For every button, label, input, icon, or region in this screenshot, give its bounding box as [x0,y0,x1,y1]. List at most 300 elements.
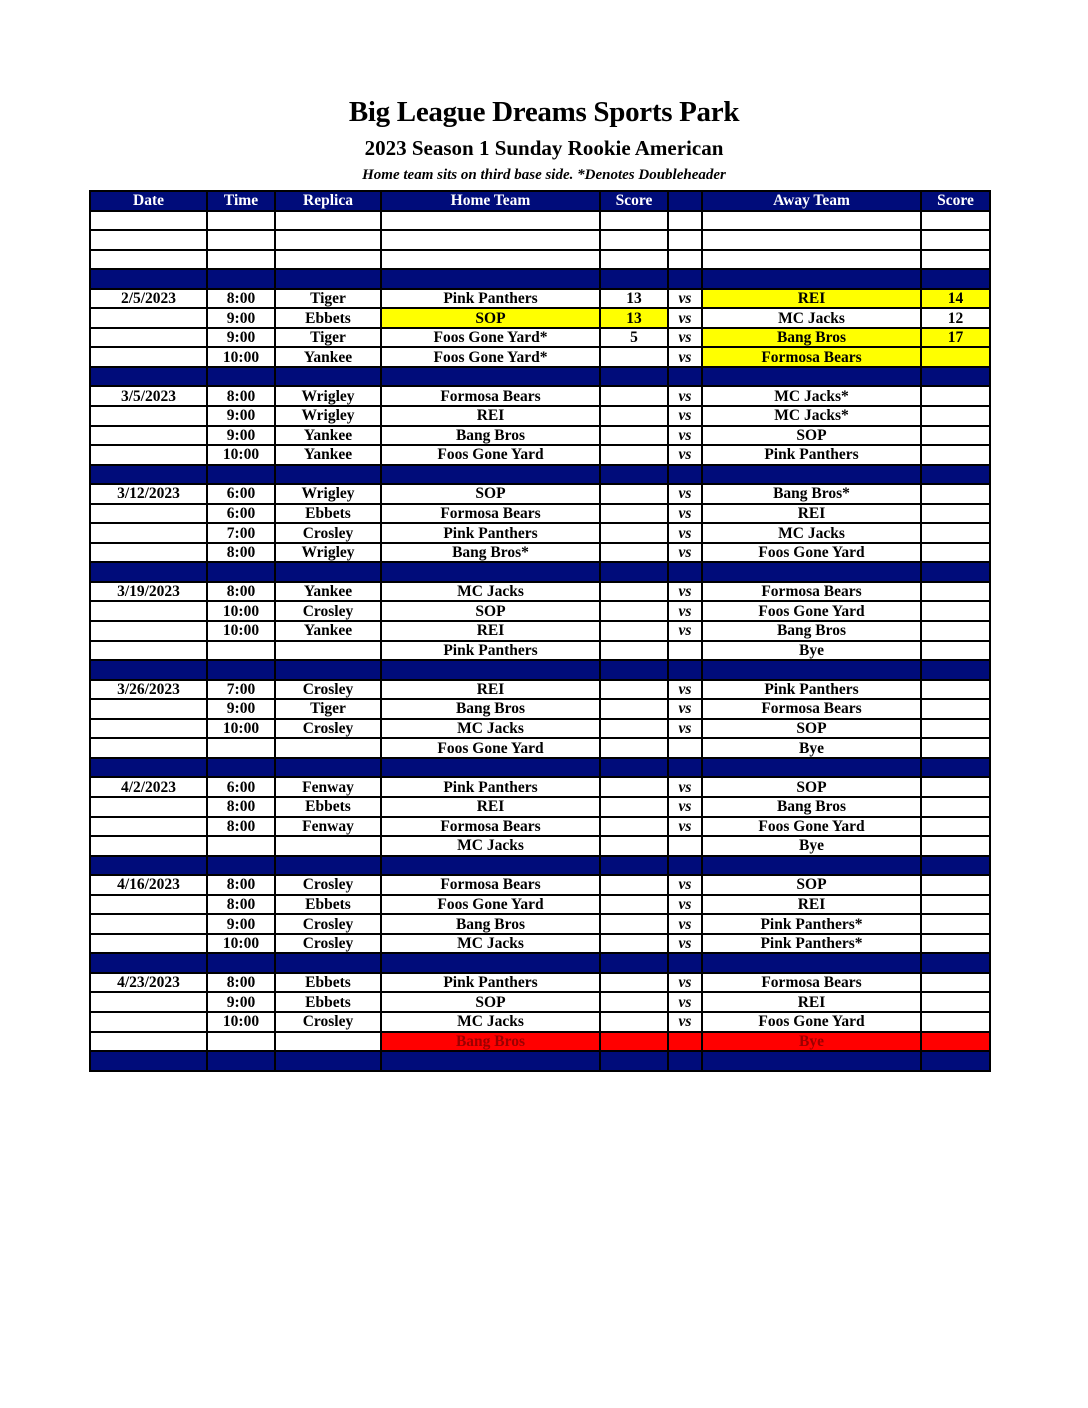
game-row [90,777,990,797]
blank-cell [275,211,381,231]
home-score-cell [600,875,668,895]
time-cell: 8:00 [207,817,275,837]
separator-cell [668,562,702,582]
home-team-cell: REI [381,797,600,817]
home-team-cell: MC Jacks [381,934,600,954]
away-team-cell: Bang Bros* [702,484,921,504]
away-team-cell: Pink Panthers* [702,934,921,954]
away-score-cell [921,797,990,817]
away-team-cell: SOP [702,875,921,895]
vs-cell: vs [668,308,702,328]
home-team-cell: SOP [381,308,600,328]
separator-cell [921,562,990,582]
week-separator-row [90,269,990,289]
game-row [90,992,990,1012]
separator-cell [90,758,207,778]
away-team-cell: Foos Gone Yard [702,817,921,837]
home-team-cell: Foos Gone Yard [381,445,600,465]
away-team-cell: Bye [702,1032,921,1052]
home-score-cell [600,719,668,739]
time-cell: 8:00 [207,875,275,895]
replica-cell: Tiger [275,328,381,348]
away-team-cell: MC Jacks* [702,406,921,426]
separator-cell [207,562,275,582]
separator-cell [600,856,668,876]
separator-cell [600,660,668,680]
away-team-cell: MC Jacks* [702,386,921,406]
separator-cell [600,367,668,387]
blank-cell [668,230,702,250]
replica-cell: Tiger [275,699,381,719]
away-team-cell: REI [702,992,921,1012]
page-subtitle: 2023 Season 1 Sunday Rookie American [364,136,724,160]
separator-cell [275,660,381,680]
game-row [90,738,990,758]
date-cell [90,328,207,348]
vs-cell: vs [668,543,702,563]
separator-cell [702,269,921,289]
separator-cell [90,367,207,387]
away-score-cell [921,777,990,797]
date-cell [90,523,207,543]
blank-cell [381,211,600,231]
col-header-away-team: Away Team [702,191,921,211]
date-cell: 2/5/2023 [90,289,207,309]
home-score-cell [600,386,668,406]
away-score-cell [921,934,990,954]
separator-cell [921,1051,990,1071]
home-score-cell [600,601,668,621]
separator-cell [668,367,702,387]
date-cell [90,914,207,934]
vs-cell: vs [668,504,702,524]
separator-cell [668,953,702,973]
separator-cell [600,562,668,582]
game-row [90,699,990,719]
game-row [90,719,990,739]
time-cell: 6:00 [207,777,275,797]
separator-cell [600,269,668,289]
game-row [90,875,990,895]
date-cell: 3/19/2023 [90,582,207,602]
game-row [90,308,990,328]
separator-cell [921,660,990,680]
away-team-cell: Formosa Bears [702,582,921,602]
separator-cell [381,758,600,778]
date-cell [90,308,207,328]
away-score-cell: 17 [921,328,990,348]
home-score-cell: 5 [600,328,668,348]
blank-cell [381,230,600,250]
separator-cell [702,367,921,387]
game-row [90,641,990,661]
separator-cell [381,660,600,680]
date-cell [90,347,207,367]
time-cell: 9:00 [207,406,275,426]
blank-row [90,211,990,231]
home-score-cell [600,797,668,817]
replica-cell: Wrigley [275,543,381,563]
vs-cell: vs [668,875,702,895]
date-cell [90,934,207,954]
separator-cell [702,758,921,778]
time-cell: 6:00 [207,504,275,524]
separator-cell [668,1051,702,1071]
blank-cell [668,250,702,270]
vs-cell: vs [668,895,702,915]
time-cell: 10:00 [207,621,275,641]
time-cell: 8:00 [207,289,275,309]
home-score-cell [600,914,668,934]
away-score-cell [921,582,990,602]
home-team-cell: MC Jacks [381,1012,600,1032]
replica-cell: Crosley [275,680,381,700]
blank-cell [275,230,381,250]
vs-cell: vs [668,817,702,837]
vs-cell: vs [668,328,702,348]
separator-cell [275,1051,381,1071]
home-score-cell [600,680,668,700]
week-separator-row [90,660,990,680]
game-row [90,347,990,367]
home-team-cell: REI [381,680,600,700]
col-header-date: Date [90,191,207,211]
vs-cell [668,836,702,856]
replica-cell [275,738,381,758]
home-team-cell: Foos Gone Yard [381,895,600,915]
away-score-cell [921,484,990,504]
separator-cell [207,758,275,778]
home-team-cell: Pink Panthers [381,289,600,309]
separator-cell [207,660,275,680]
home-score-cell [600,1012,668,1032]
vs-cell: vs [668,426,702,446]
separator-cell [275,562,381,582]
separator-cell [921,269,990,289]
time-cell: 8:00 [207,582,275,602]
away-score-cell [921,699,990,719]
date-cell [90,426,207,446]
blank-cell [600,211,668,231]
game-row [90,1032,990,1052]
replica-cell: Crosley [275,934,381,954]
time-cell: 9:00 [207,914,275,934]
home-score-cell [600,1032,668,1052]
home-team-cell: REI [381,406,600,426]
date-cell [90,621,207,641]
game-row [90,543,990,563]
game-row [90,914,990,934]
vs-cell: vs [668,699,702,719]
page-title: Big League Dreams Sports Park [348,96,740,128]
vs-cell: vs [668,582,702,602]
separator-cell [921,758,990,778]
blank-cell [275,250,381,270]
home-score-cell [600,992,668,1012]
away-team-cell: Formosa Bears [702,347,921,367]
separator-cell [207,953,275,973]
replica-cell: Ebbets [275,992,381,1012]
date-cell [90,817,207,837]
home-score-cell [600,817,668,837]
separator-cell [600,758,668,778]
separator-cell [207,856,275,876]
home-team-cell: Pink Panthers [381,777,600,797]
vs-cell: vs [668,973,702,993]
vs-cell [668,1032,702,1052]
home-team-cell: MC Jacks [381,582,600,602]
vs-cell: vs [668,680,702,700]
date-cell: 3/5/2023 [90,386,207,406]
away-score-cell [921,445,990,465]
blank-cell [90,250,207,270]
game-row [90,934,990,954]
week-separator-row [90,1051,990,1071]
separator-cell [668,758,702,778]
home-team-cell: Formosa Bears [381,875,600,895]
away-score-cell [921,426,990,446]
time-cell [207,738,275,758]
separator-cell [90,953,207,973]
date-cell [90,406,207,426]
schedule-note: Home team sits on third base side. *Denotes Doubleheader [362,167,726,183]
col-header-away-score: Score [921,191,990,211]
away-team-cell: Foos Gone Yard [702,543,921,563]
blank-cell [921,250,990,270]
blank-cell [207,230,275,250]
replica-cell: Wrigley [275,386,381,406]
game-row [90,289,990,309]
week-separator-row [90,758,990,778]
game-row [90,973,990,993]
away-team-cell: SOP [702,426,921,446]
separator-cell [381,465,600,485]
time-cell: 10:00 [207,601,275,621]
away-score-cell [921,973,990,993]
time-cell: 7:00 [207,680,275,700]
time-cell: 8:00 [207,797,275,817]
col-header-home-score: Score [600,191,668,211]
date-cell: 4/23/2023 [90,973,207,993]
home-score-cell [600,484,668,504]
date-cell [90,719,207,739]
away-team-cell: Pink Panthers* [702,914,921,934]
blank-cell [207,211,275,231]
separator-cell [275,953,381,973]
home-team-cell: Formosa Bears [381,817,600,837]
week-separator-row [90,562,990,582]
vs-cell: vs [668,406,702,426]
date-cell [90,445,207,465]
date-cell [90,1032,207,1052]
vs-cell: vs [668,484,702,504]
game-row [90,601,990,621]
separator-cell [381,562,600,582]
game-row [90,680,990,700]
separator-cell [207,269,275,289]
vs-cell: vs [668,621,702,641]
away-score-cell [921,523,990,543]
away-score-cell [921,817,990,837]
date-cell [90,797,207,817]
separator-cell [702,660,921,680]
game-row [90,797,990,817]
away-score-cell [921,406,990,426]
separator-cell [702,562,921,582]
away-team-cell: Formosa Bears [702,699,921,719]
blank-row [90,230,990,250]
replica-cell [275,836,381,856]
home-team-cell: MC Jacks [381,719,600,739]
week-separator-row [90,367,990,387]
replica-cell: Wrigley [275,484,381,504]
separator-cell [702,465,921,485]
blank-cell [702,211,921,231]
home-team-cell: MC Jacks [381,836,600,856]
separator-cell [702,1051,921,1071]
away-team-cell: SOP [702,719,921,739]
blank-cell [381,250,600,270]
away-team-cell: Bye [702,738,921,758]
week-separator-row [90,856,990,876]
vs-cell: vs [668,777,702,797]
replica-cell: Ebbets [275,973,381,993]
separator-cell [668,465,702,485]
replica-cell: Wrigley [275,406,381,426]
vs-cell: vs [668,1012,702,1032]
replica-cell: Ebbets [275,308,381,328]
away-score-cell [921,641,990,661]
time-cell: 9:00 [207,328,275,348]
home-team-cell: SOP [381,601,600,621]
home-score-cell [600,543,668,563]
time-cell: 9:00 [207,699,275,719]
home-score-cell [600,895,668,915]
blank-cell [702,250,921,270]
date-cell [90,504,207,524]
date-cell: 4/16/2023 [90,875,207,895]
separator-cell [600,1051,668,1071]
home-team-cell: Formosa Bears [381,386,600,406]
home-score-cell [600,445,668,465]
blank-row [90,250,990,270]
schedule-body [90,211,990,1071]
header-row [90,191,990,211]
vs-cell: vs [668,386,702,406]
away-score-cell [921,504,990,524]
replica-cell: Ebbets [275,504,381,524]
game-row [90,523,990,543]
vs-cell: vs [668,719,702,739]
game-row [90,386,990,406]
blank-cell [668,211,702,231]
away-team-cell: Pink Panthers [702,680,921,700]
home-team-cell: Bang Bros [381,1032,600,1052]
away-score-cell [921,836,990,856]
col-header-time: Time [207,191,275,211]
home-score-cell [600,934,668,954]
blank-cell [921,211,990,231]
game-row [90,817,990,837]
separator-cell [668,269,702,289]
vs-cell: vs [668,445,702,465]
away-team-cell: Bang Bros [702,328,921,348]
away-team-cell: Formosa Bears [702,973,921,993]
away-team-cell: REI [702,504,921,524]
date-cell [90,992,207,1012]
home-score-cell [600,777,668,797]
home-team-cell: Foos Gone Yard [381,738,600,758]
game-row [90,582,990,602]
away-score-cell: 12 [921,308,990,328]
separator-cell [275,758,381,778]
separator-cell [921,856,990,876]
replica-cell: Crosley [275,914,381,934]
game-row [90,406,990,426]
home-team-cell: Pink Panthers [381,973,600,993]
replica-cell: Fenway [275,817,381,837]
replica-cell: Ebbets [275,895,381,915]
separator-cell [702,953,921,973]
home-score-cell [600,621,668,641]
separator-cell [600,465,668,485]
separator-cell [381,953,600,973]
away-score-cell [921,347,990,367]
home-score-cell [600,738,668,758]
home-team-cell: Foos Gone Yard* [381,328,600,348]
replica-cell: Crosley [275,523,381,543]
separator-cell [90,465,207,485]
home-score-cell [600,699,668,719]
replica-cell [275,1032,381,1052]
vs-cell [668,738,702,758]
replica-cell: Tiger [275,289,381,309]
separator-cell [668,856,702,876]
date-cell [90,1012,207,1032]
blank-cell [600,230,668,250]
time-cell: 8:00 [207,386,275,406]
vs-cell: vs [668,347,702,367]
away-team-cell: REI [702,895,921,915]
time-cell: 10:00 [207,1012,275,1032]
separator-cell [207,367,275,387]
schedule-table [89,190,991,1072]
blank-cell [90,211,207,231]
away-team-cell: Bang Bros [702,621,921,641]
home-score-cell: 13 [600,289,668,309]
replica-cell: Crosley [275,719,381,739]
away-team-cell: Pink Panthers [702,445,921,465]
home-team-cell: Bang Bros [381,426,600,446]
date-cell [90,836,207,856]
game-row [90,621,990,641]
separator-cell [207,1051,275,1071]
date-cell: 3/12/2023 [90,484,207,504]
replica-cell: Yankee [275,621,381,641]
separator-cell [668,660,702,680]
away-team-cell: REI [702,289,921,309]
blank-cell [702,230,921,250]
home-team-cell: Bang Bros [381,914,600,934]
time-cell: 6:00 [207,484,275,504]
blank-cell [600,250,668,270]
separator-cell [921,367,990,387]
replica-cell: Ebbets [275,797,381,817]
separator-cell [381,269,600,289]
week-separator-row [90,465,990,485]
date-cell [90,543,207,563]
time-cell: 8:00 [207,973,275,993]
